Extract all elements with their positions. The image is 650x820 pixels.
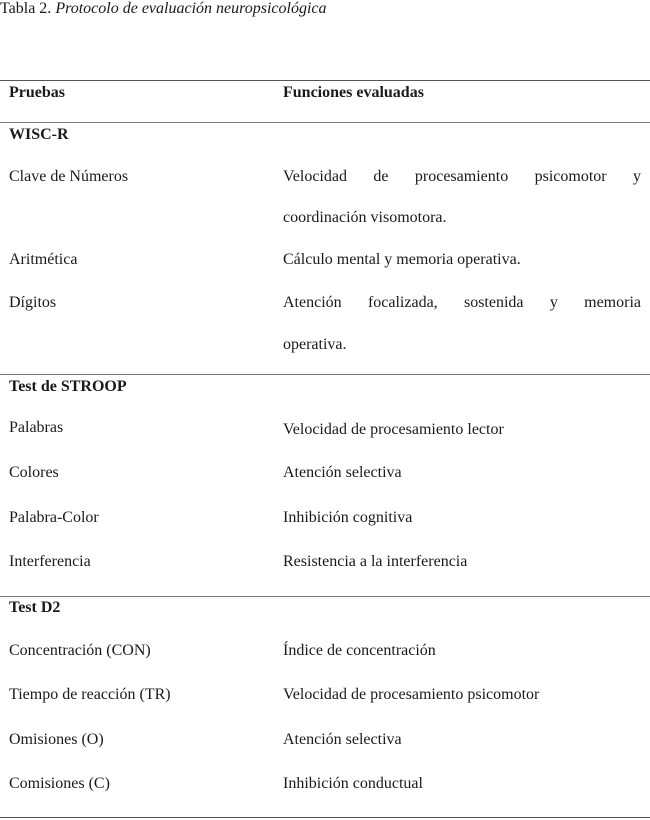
function-text-cont: operativa. [283,336,347,353]
test-name: Comisiones (C) [9,775,110,792]
test-name: Clave de Números [9,168,129,185]
function-text: Atención focalizada, sostenida y memoria [283,294,641,311]
table-bottom-rule [0,817,650,818]
table-top-rule [0,80,650,81]
table-caption [0,0,327,20]
section-title-stroop: Test de STROOP [9,378,127,395]
section-title-wisc: WISC-R [9,126,69,143]
caption-prefix: Tabla 2. [0,0,56,17]
header-funciones: Funciones evaluadas [283,84,424,101]
function-text: Cálculo mental y memoria operativa. [283,251,521,268]
test-name: Colores [9,464,59,481]
function-text: Velocidad de procesamiento psicomotor [283,686,540,703]
section-rule [0,596,650,597]
test-name: Tiempo de reacción (TR) [9,686,171,703]
caption-title: Protocolo de evaluación neuropsicológica [55,0,327,17]
section-rule [0,374,650,375]
test-name: Palabra-Color [9,509,99,526]
test-name: Concentración (CON) [9,642,151,659]
function-text-cont: coordinación visomotora. [283,209,447,226]
test-name: Omisiones (O) [9,731,104,748]
function-text: Índice de concentración [283,642,436,659]
header-pruebas: Pruebas [9,84,65,101]
section-title-d2: Test D2 [9,599,61,616]
function-text: Atención selectiva [283,731,402,748]
function-text: Resistencia a la interferencia [283,553,468,570]
function-text: Velocidad de procesamiento lector [283,421,504,438]
function-text: Velocidad de procesamiento psicomotor y [283,168,641,185]
test-name: Dígitos [9,294,57,311]
test-name: Palabras [9,419,64,436]
test-name: Aritmética [9,251,78,268]
function-text: Inhibición cognitiva [283,509,413,526]
function-text: Atención selectiva [283,464,402,481]
header-rule [0,122,650,123]
test-name: Interferencia [9,553,91,570]
function-text: Inhibición conductual [283,775,423,792]
